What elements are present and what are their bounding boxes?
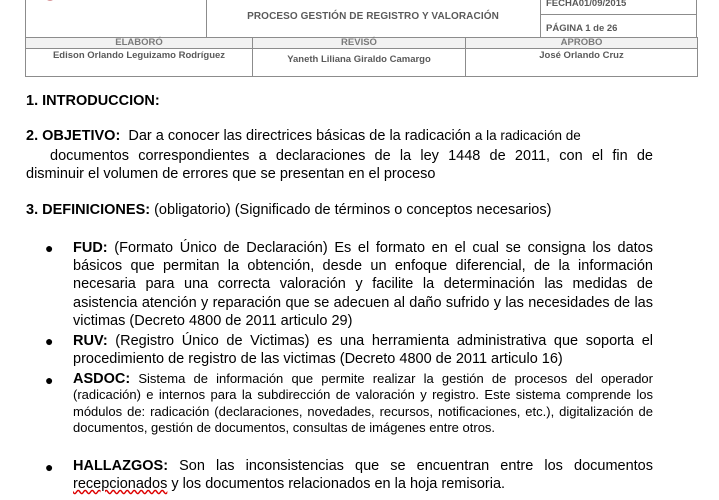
section-introduccion-heading: 1. INTRODUCCION: <box>26 93 160 109</box>
definition-term: HALLAZGOS: <box>73 458 169 474</box>
definition-text-end: y los documentos relacionados en la hoja remisoria. <box>167 476 506 493</box>
misspelled-word: recepcionados <box>73 476 168 493</box>
reviso-name: Yaneth Liliana Giraldo Camargo <box>253 49 466 77</box>
definition-hallazgos <box>73 457 653 493</box>
header-frame-left <box>25 0 26 37</box>
definition-ruv <box>73 332 653 368</box>
definition-term: RUV: <box>73 333 108 349</box>
aprobo-name: José Orlando Cruz <box>466 49 698 77</box>
elaboro-name: Edison Orlando Leguizamo Rodríguez <box>26 49 253 77</box>
logo-emblem-icon <box>38 0 62 8</box>
definition-text: (Registro Único de Victimas) es una herramienta administrativa que soporta el procedimiento de registro de las victimas (Decreto 4800 de 2011 articulo 16) <box>73 333 653 368</box>
process-title: PROCESO GESTIÓN DE REGISTRO Y VALORACIÓN <box>247 11 499 22</box>
section-objetivo-heading: 2. OBJETIVO: <box>26 128 121 144</box>
header-frame-right <box>696 0 697 37</box>
objetivo-line1-cont: a la radicación de <box>474 128 581 143</box>
definition-fud <box>73 239 653 330</box>
signature-table <box>25 37 698 77</box>
bullet-icon: ● <box>45 333 54 349</box>
elaboro-header: ELABORÓ <box>26 38 253 49</box>
objetivo-line2: documentos correspondientes a declaraciones de la ley 1448 de 2011, con el fin de <box>50 148 653 164</box>
bullet-icon: ● <box>45 372 54 388</box>
aprobo-header: APROBO <box>466 38 698 49</box>
section-definiciones-heading: 3. DEFINICIONES: <box>26 202 151 218</box>
objetivo-line3: disminuir el volumen de errores que se presentan en el proceso <box>26 166 436 182</box>
definition-text: Son las inconsistencias que se encuentran entre los documentos <box>168 458 653 474</box>
objetivo-line1: Dar a conocer las directrices básicas de la radicación <box>128 128 475 144</box>
page-number: PÁGINA 1 de 26 <box>546 23 618 34</box>
definition-term: ASDOC: <box>73 371 131 387</box>
bullet-icon: ● <box>45 459 54 475</box>
reviso-header: REVISÓ <box>253 38 466 49</box>
section-definiciones <box>26 202 551 218</box>
definition-term: FUD: <box>73 240 108 256</box>
organization-logo <box>38 0 158 14</box>
bullet-icon: ● <box>45 240 54 256</box>
definition-asdoc <box>73 371 653 436</box>
definiciones-note: (obligatorio) (Significado de términos o conceptos necesarios) <box>150 202 552 218</box>
header-frame-mid <box>540 14 697 15</box>
definition-text: Sistema de información que permite realizar la gestión de procesos del operador (radicación) e internos para la subdirección de valoración y registro. Este sistema comprende los módulos de: radicación (declaraciones, novedades, recursos, notificaciones, etc.), digitalización de documentos, gestión de documentos, consultas de imágenes entre otros. <box>73 371 653 435</box>
definition-text: (Formato Único de Declaración) Es el formato en el cual se consigna los datos básicos que permitan la obtención, desde un enfoque diferencial, de la información necesaria para una correcta valoración y facilite la determinación las medidas de asistencia atención y reparación que se adecuen al daño sufrido y las necesidades de las victimas (Decreto 4800 de 2011 articulo 29) <box>73 240 653 329</box>
header-frame-divider-2 <box>540 0 541 37</box>
section-objetivo <box>26 128 654 144</box>
document-date: FECHA01/09/2015 <box>546 0 627 9</box>
